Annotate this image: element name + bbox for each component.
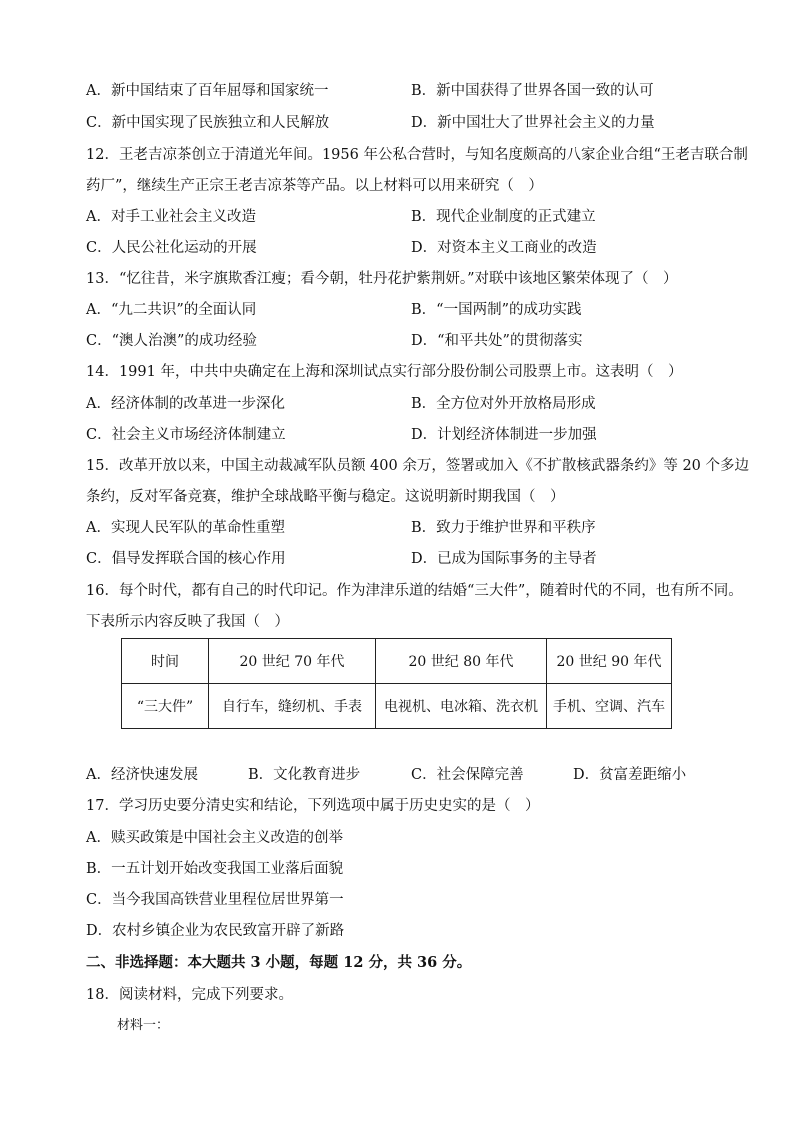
q12-option-b: B．现代企业制度的正式建立: [411, 209, 596, 225]
q16-option-a: A．经济快速发展: [86, 767, 198, 783]
q14-option-b: B．全方位对外开放格局形成: [411, 396, 596, 412]
q17-option-b: B．一五计划开始改变我国工业落后面貌: [86, 861, 344, 877]
q13-option-a: A．“九二共识”的全面认同: [86, 302, 257, 318]
q14-option-d: D．计划经济体制进一步加强: [411, 427, 597, 443]
q15-option-b: B．致力于维护世界和平秩序: [411, 520, 596, 536]
q17-stem: 17．学习历史要分清史实和结论，下列选项中属于历史史实的是（ ）: [86, 798, 540, 814]
q13-option-c: C．“澳人治澳”的成功经验: [86, 333, 257, 349]
q16-option-b: B．文化教育进步: [248, 767, 361, 783]
q12-option-a: A．对手工业社会主义改造: [86, 209, 256, 225]
q15-option-d: D．已成为国际事务的主导者: [411, 551, 597, 567]
table-row: [122, 684, 672, 729]
q17-option-a: A．赎买政策是中国社会主义改造的创举: [86, 830, 343, 846]
q15-option-c: C．倡导发挥联合国的核心作用: [86, 551, 286, 567]
q17-option-d: D．农村乡镇企业为农民致富开辟了新路: [86, 923, 345, 939]
q13-option-b: B．“一国两制”的成功实践: [411, 302, 582, 318]
three-items-table: [121, 638, 672, 729]
q18-stem: 18．阅读材料，完成下列要求。: [86, 987, 293, 1003]
q11-option-d: D．新中国壮大了世界社会主义的力量: [411, 115, 655, 131]
q16-stem-line1: 16．每个时代，都有自己的时代印记。作为津津乐道的结婚“三大件”，随着时代的不同，也有所不同。: [86, 583, 743, 599]
q14-option-a: A．经济体制的改革进一步深化: [86, 396, 285, 412]
q15-stem-line1: 15．改革开放以来，中国主动裁减军队员额 400 余万，签署或加入《不扩散核武器条约》等 20 个多边: [86, 458, 750, 474]
section-heading: 二、非选择题：本大题共 3 小题，每题 12 分，共 36 分。: [86, 954, 472, 971]
q16-option-c: C．社会保障完善: [411, 767, 524, 783]
q12-stem-line1: 12．王老吉凉茶创立于清道光年间。1956 年公私合营时，与知名度颇高的八家企业合组“王老吉联合制: [86, 147, 748, 163]
table-cell: “三大件”: [122, 684, 209, 729]
table-cell: 手机、空调、汽车: [547, 684, 672, 729]
q11-option-a: A．新中国结束了百年屈辱和国家统一: [86, 83, 329, 99]
q15-option-a: A．实现人民军队的革命性重塑: [86, 520, 285, 536]
table-header-cell: 20 世纪 90 年代: [547, 639, 672, 684]
q18-material-label: 材料一：: [117, 1018, 170, 1033]
q12-option-d: D．对资本主义工商业的改造: [411, 240, 597, 256]
q16-option-d: D．贫富差距缩小: [573, 767, 687, 783]
table-header-cell: 时间: [122, 639, 209, 684]
q11-option-b: B．新中国获得了世界各国一致的认可: [411, 83, 654, 99]
q13-option-d: D．“和平共处”的贯彻落实: [411, 333, 583, 349]
q17-option-c: C．当今我国高铁营业里程位居世界第一: [86, 892, 344, 908]
q12-option-c: C．人民公社化运动的开展: [86, 240, 257, 256]
q13-stem: 13．“忆往昔，米字旗欺香江瘦；看今朝，牡丹花护紫荆妍。”对联中该地区繁荣体现了（ ）: [86, 271, 678, 287]
table-header-row: [122, 639, 672, 684]
table-cell: 自行车，缝纫机、手表: [209, 684, 376, 729]
q14-option-c: C．社会主义市场经济体制建立: [86, 427, 286, 443]
q16-stem-line2: 下表所示内容反映了我国（ ）: [86, 614, 289, 630]
table-header-cell: 20 世纪 70 年代: [209, 639, 376, 684]
table-cell: 电视机、电冰箱、洗衣机: [376, 684, 547, 729]
q15-stem-line2: 条约，反对军备竞赛，维护全球战略平衡与稳定。这说明新时期我国（ ）: [86, 489, 565, 505]
q11-option-c: C．新中国实现了民族独立和人民解放: [86, 115, 330, 131]
table-header-cell: 20 世纪 80 年代: [376, 639, 547, 684]
q14-stem: 14．1991 年，中共中央确定在上海和深圳试点实行部分股份制公司股票上市。这表明（ ）: [86, 364, 683, 380]
q12-stem-line2: 药厂”，继续生产正宗王老吉凉茶等产品。以上材料可以用来研究（ ）: [86, 178, 543, 194]
